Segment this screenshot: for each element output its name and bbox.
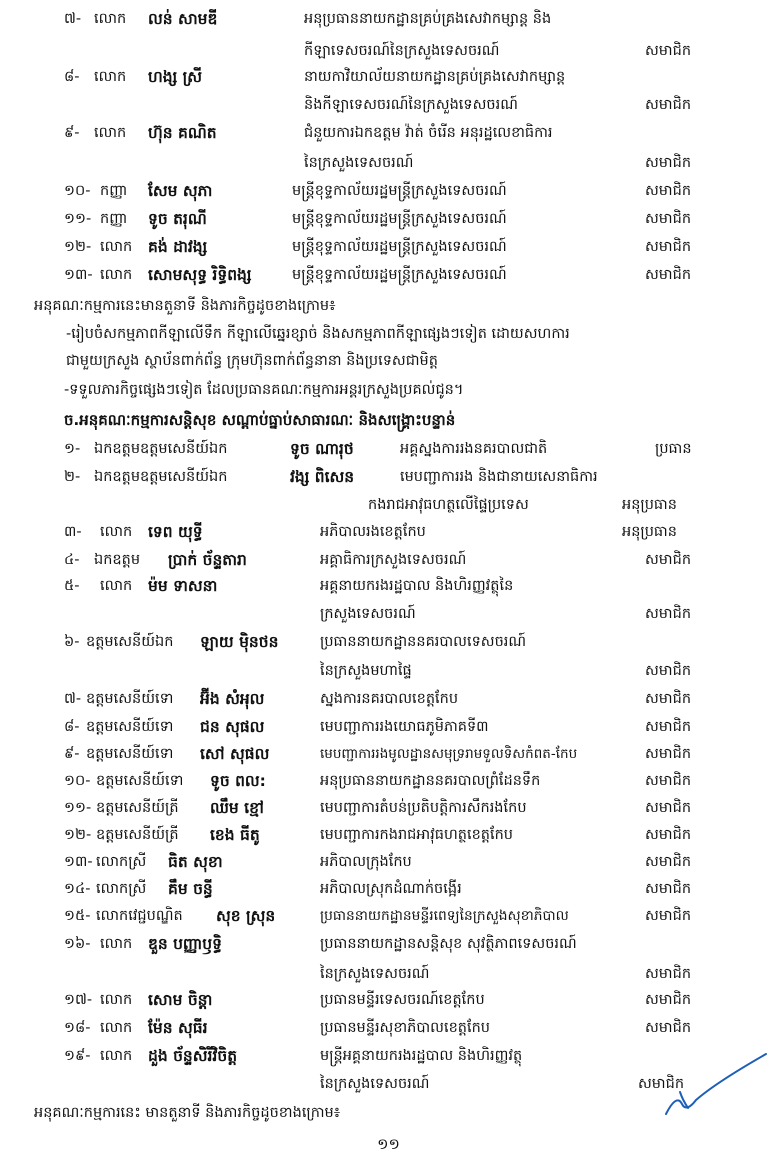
duties-intro [0,293,777,320]
duty-bullet-text: ជាមួយក្រសួង ស្ថាប័នពាក់ព័ន្ធ ក្រុមហ៊ុនពាក់ព័ន្ធនានា និងប្រទេសជាមិត្ត [66,353,438,369]
member-row-continued [0,492,777,519]
member-number: ៨- [64,719,80,735]
member-row [0,768,777,795]
member-title: លោក [100,267,133,283]
member-number: ១៤- [64,881,91,897]
member-row [0,436,777,463]
member-position: អគ្គស្នងការរងនគរបាលជាតិ [400,441,548,457]
signature-stroke [666,1054,766,1114]
member-number: ១១- [64,800,92,816]
member-name: ជន សុផល [200,718,265,736]
member-name: សៅ សុផល [200,745,270,763]
member-number: ១៦- [64,936,91,952]
duty-bullet-text: -រៀបចំសកម្មភាពកីឡាលើទឹក កីឡាលើឆ្នេរខ្សាច់ និងសកម្មភាពកីឡាផ្សេងៗទៀត ដោយសហការ [66,326,570,342]
member-name: ទូច ណារុថ [290,440,354,458]
member-row [0,519,777,546]
member-role: សមាជិក [645,908,692,924]
member-position: មេបញ្ជាការរងយោធភូមិភាគទី៣ [320,719,489,735]
member-name: ទូច តរុណី [148,210,207,228]
member-title: លោក [100,239,133,255]
member-title: លោក [94,125,127,141]
member-role: សមាជិក [645,854,692,870]
member-row [0,849,777,876]
member-title: លោក [100,1020,133,1036]
member-role: សមាជិក [645,43,692,59]
section-heading [0,407,777,434]
member-position: ប្រធាននាយកដ្ឋានសន្តិសុខ សុវត្ថិភាពទេសចរណ៍ [320,936,577,952]
member-role: សមាជិក [645,966,692,982]
member-title: លោក [100,936,133,952]
member-position: មេបញ្ជាការរងមូលដ្ឋានសមុទ្ររាមទួលទិសកំពត-កែប [320,746,578,762]
member-row [0,903,777,930]
member-role: អនុប្រធាន [622,524,677,540]
member-row [0,573,777,600]
member-row [0,931,777,958]
member-name: ហង្ស ស្រី [148,68,202,86]
member-title: ឯកឧត្តម [94,552,141,568]
member-role: សមាជិក [645,746,692,762]
member-role: សមាជិក [645,1020,692,1036]
member-position: ប្រធានមន្ទីរសុខាភិបាលខេត្តកែប [320,1020,490,1036]
member-number: ៤- [64,552,80,568]
member-role: សមាជិក [645,97,692,113]
member-name: អ៊ីង សំអុល [200,690,265,708]
member-number: ១- [64,441,81,457]
member-position: អភិបាលរងខេត្តកែប [320,524,426,540]
member-row [0,1015,777,1042]
signature-mark [660,1052,770,1122]
member-number: ៥- [64,578,80,594]
member-role: សមាជិក [638,1076,685,1092]
member-position: មន្ត្រីខុទ្ទកាល័យរដ្ឋមន្ត្រីក្រសួងទេសចរណ៍ [292,211,507,227]
member-row [0,120,777,147]
member-title: ឧត្តមសេនីយ៍ត្រី [96,800,179,816]
member-title: ឯកឧត្តមឧត្តមសេនីយ៍ឯក [94,469,228,485]
member-position: នាយកាវិយាល័យនាយកដ្ឋានគ្រប់គ្រងសេវាកម្សាន្ត [304,69,566,85]
member-row [0,629,777,656]
member-name: ខេង ធីតូ [210,826,260,844]
member-title: លោកវេជ្ជបណ្ឌិត [96,908,183,924]
member-role: សមាជិក [645,773,692,789]
member-name: ដួង ច័ន្ទសិរីវិចិត្ត [148,1047,238,1065]
member-row [0,64,777,91]
member-name: គឹម ចន្ធី [168,880,213,898]
member-position: ប្រធាននាយកដ្ឋាននគរបាលទេសចរណ៍ [320,634,527,650]
member-position: មេបញ្ជាការកងរាជអាវុធហត្ថខេត្តកែប [320,827,514,843]
member-role: សមាជិក [645,211,692,227]
member-title: លោកស្រី [96,881,147,897]
member-name: សោមសុទ្ធ រិទ្ធិពង្ស [148,266,252,284]
member-title: ឧត្តមសេនីយ៍ទោ [86,691,174,707]
member-position: កងរាជអាវុធហត្ថលើផ្ទៃប្រទេស [368,497,529,513]
member-number: ១៨- [64,1020,91,1036]
member-name: លន់ សាមឌី [148,10,218,28]
member-row-continued [0,961,777,988]
member-row-continued [0,92,777,119]
member-role: សមាជិក [645,267,692,283]
member-role: សមាជិក [645,606,692,622]
member-number: ៩- [64,746,80,762]
member-role: សមាជិក [645,827,692,843]
member-title: កញ្ញា [100,183,128,199]
member-position: មេបញ្ជាការតំបន់ប្រតិបត្តិការសឹករងកែប [320,800,527,816]
member-role: អនុប្រធាន [622,497,677,513]
member-row-continued [0,658,777,685]
member-number: ១២- [64,239,92,255]
member-title: លោក [100,524,133,540]
member-name: ម៉ម ទាសនា [148,577,218,595]
member-number: ៧- [64,691,82,707]
member-name: ឌួន បញ្ញាឫទ្ធិ [148,935,222,953]
member-name: ទេព យុទ្ធី [148,523,203,541]
member-number: ១៩- [64,1048,91,1064]
member-name: សោម ចិន្តា [148,991,213,1009]
duty-bullet [0,321,777,348]
member-position: អគ្គាធិការក្រសួងទេសចរណ៍ [320,552,467,568]
member-row [0,262,777,289]
member-row-continued [0,150,777,177]
member-row [0,741,777,768]
member-role: សមាជិក [645,691,692,707]
member-number: ១៣- [64,854,93,870]
member-position: ប្រធានមន្ទីរទេសចរណ៍ខេត្តកែប [320,992,485,1008]
member-role: សមាជិក [645,155,692,171]
member-position: អគ្គនាយករងរដ្ឋបាល និងហិរញ្ញវត្ថុនៃ [320,578,514,594]
member-position: អនុប្រធាននាយកដ្ឋានគ្រប់គ្រងសេវាកម្សាន្ត និង [304,11,552,27]
member-position: ជំនួយការឯកឧត្តម វ៉ាត់ ចំរើន អនុរដ្ឋលេខាធិការ [304,125,553,141]
duty-bullet-text: -ទទួលភារកិច្ចផ្សេងៗទៀត ដែលប្រធានគណៈកម្មការអន្តរក្រសួងប្រគល់ជូន។ [64,382,464,398]
member-name: ប្រាក់ ច័ន្ទតារា [168,551,247,569]
member-row [0,6,777,33]
member-number: ១២- [64,827,92,843]
member-name: ធិត សុខា [168,853,223,871]
member-row [0,822,777,849]
member-row [0,206,777,233]
member-title: លោក [100,1048,133,1064]
member-title: ឧត្តមសេនីយ៍ទោ [86,719,174,735]
member-name: ម៉ែន សុធីរ [148,1019,208,1037]
member-position: និងកីឡាទេសចរណ៍នៃក្រសួងទេសចរណ៍ [304,97,518,113]
member-number: ២- [64,469,81,485]
member-number: ១៧- [64,992,93,1008]
section-heading-text: ច.អនុគណៈកម្មការសន្តិសុខ សណ្តាប់ធ្នាប់សាធារណៈ និងសង្គ្រោះបន្ទាន់ [64,411,456,429]
member-position: មន្ត្រីខុទ្ទកាល័យរដ្ឋមន្ត្រីក្រសួងទេសចរណ៍ [292,239,507,255]
member-role: សមាជិក [645,239,692,255]
page-number: ១១ [377,1135,400,1153]
member-number: ១០- [64,773,91,789]
member-number: ៦- [64,634,80,650]
member-number: ៨- [64,69,80,85]
member-name: វង្ស ពិសេន [290,468,355,486]
member-position: នៃក្រសួងទេសចរណ៍ [304,155,414,171]
member-position: មន្ត្រីអគ្គនាយករងរដ្ឋបាល និងហិរញ្ញវត្ថុ [320,1048,523,1064]
member-position: អនុប្រធាននាយកដ្ឋាននគរបាលព្រំដែនទឹក [320,773,541,789]
member-name: សុខ ស្រុន [216,907,276,925]
member-title: លោក [100,578,133,594]
member-name: ទូច ពល: [210,772,266,790]
member-title: លោក [94,11,127,27]
member-name: សែម សុភា [148,182,213,200]
member-role: ប្រធាន [655,441,692,457]
member-row-continued [0,38,777,65]
member-row [0,714,777,741]
member-number: ៧- [64,11,82,27]
member-name: ហ៊ុន គណិត [148,124,217,142]
member-row [0,795,777,822]
member-position: នៃក្រសួងមហាផ្ទៃ [320,663,412,679]
member-row [0,547,777,574]
member-role: សមាជិក [645,719,692,735]
member-role: សមាជិក [645,552,692,568]
member-number: ១១- [64,211,92,227]
duties-intro-text: អនុគណៈកម្មការនេះ មានតួនាទី និងភារកិច្ចដូចខាងក្រោម៖ [34,1105,341,1121]
member-row [0,987,777,1014]
member-row [0,686,777,713]
member-title: ឧត្តមសេនីយ៍ទោ [86,746,174,762]
member-position: ស្នងការនគរបាលខេត្តកែប [320,691,459,707]
member-number: ៣- [64,524,82,540]
member-title: ឯកឧត្តមឧត្តមសេនីយ៍ឯក [94,441,228,457]
member-number: ១៣- [64,267,93,283]
member-role: សមាជិក [645,663,692,679]
member-title: កញ្ញា [100,211,128,227]
member-title: ឧត្តមសេនីយ៍ត្រី [96,827,179,843]
member-position: ក្រសួងទេសចរណ៍ [320,606,416,622]
member-position: អភិបាលស្រុកដំណាក់ចង្អើរ [320,881,462,897]
member-row [0,464,777,491]
member-row-continued [0,601,777,628]
member-role: សមាជិក [645,800,692,816]
member-title: ឧត្តមសេនីយ៍ឯក [86,634,174,650]
member-position: មេបញ្ជាការរង និងជានាយសេនាធិការ [400,469,598,485]
member-title: ឧត្តមសេនីយ៍ទោ [96,773,184,789]
member-position: មន្ត្រីខុទ្ទកាល័យរដ្ឋមន្ត្រីក្រសួងទេសចរណ៍ [292,183,507,199]
member-role: សមាជិក [645,992,692,1008]
duty-bullet-continued [0,348,777,375]
member-name: ឡាយ ម៉ិនថន [200,633,279,651]
member-name: ឈឹម ខ្មៅ [210,799,264,817]
member-position: នៃក្រសួងទេសចរណ៍ [320,966,430,982]
member-position: នៃក្រសួងទេសចរណ៍ [320,1076,430,1092]
member-row [0,876,777,903]
duties-intro-text: អនុគណៈកម្មការនេះមានតួនាទី និងភារកិច្ចដូចខាងក្រោម៖ [34,298,336,314]
member-title: លោកស្រី [96,854,147,870]
member-number: ៩- [64,125,80,141]
member-role: សមាជិក [645,881,692,897]
member-number: ១៥- [64,908,91,924]
member-title: លោក [100,992,133,1008]
member-title: លោក [94,69,127,85]
member-row [0,234,777,261]
member-position: មន្ត្រីខុទ្ទកាល័យរដ្ឋមន្ត្រីក្រសួងទេសចរណ៍ [292,267,507,283]
member-position: ប្រធាននាយកដ្ឋានមន្ទីរពេទ្យនៃក្រសួងសុខាភិបាល [320,908,569,924]
member-position: អភិបាលក្រុងកែប [320,854,412,870]
member-role: សមាជិក [645,183,692,199]
member-number: ១០- [64,183,91,199]
member-row [0,178,777,205]
member-name: គង់ ដាវង្ស [148,238,208,256]
duty-bullet [0,377,777,404]
member-position: កីឡាទេសចរណ៍នៃក្រសួងទេសចរណ៍ [304,43,500,59]
